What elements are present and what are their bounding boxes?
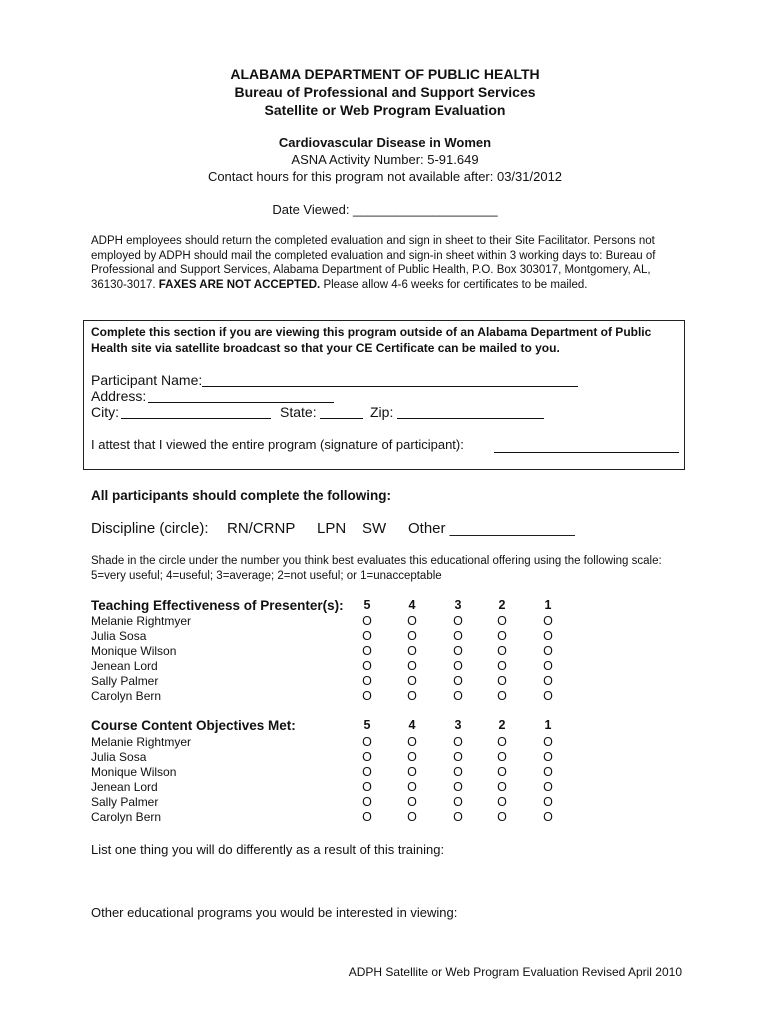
signature-field[interactable] bbox=[494, 438, 679, 453]
rating-circle-5[interactable]: O bbox=[362, 659, 372, 673]
rating-circle-3[interactable]: O bbox=[453, 674, 463, 688]
scale-instructions: Shade in the circle under the number you think best evaluates this educational offering using the following scale: 5=very useful; 4=useful; 3=average; 2=not useful; or 1=unacceptable bbox=[91, 555, 662, 582]
rating-circle-4[interactable]: O bbox=[407, 644, 417, 658]
rating-circle-1[interactable]: O bbox=[543, 795, 553, 809]
rating-header-4: 4 bbox=[408, 718, 416, 732]
rating-circle-5[interactable]: O bbox=[362, 795, 372, 809]
rating-circle-2[interactable]: O bbox=[497, 780, 507, 794]
zip-label: Zip: bbox=[370, 404, 394, 420]
rating-circle-5[interactable]: O bbox=[362, 810, 372, 824]
bureau-title: Bureau of Professional and Support Services bbox=[234, 84, 536, 100]
presenter-name: Sally Palmer bbox=[91, 795, 159, 809]
rating-circle-5[interactable]: O bbox=[362, 735, 372, 749]
state-label: State: bbox=[280, 404, 317, 420]
rating-circle-1[interactable]: O bbox=[543, 644, 553, 658]
rating-header-5: 5 bbox=[363, 718, 371, 732]
rating-circle-2[interactable]: O bbox=[497, 765, 507, 779]
discipline-lpn[interactable]: LPN bbox=[317, 520, 347, 537]
presenter-name: Julia Sosa bbox=[91, 750, 147, 764]
rating-circle-2[interactable]: O bbox=[497, 659, 507, 673]
rating-header-1: 1 bbox=[544, 598, 552, 612]
instructions-faxes-warning: FAXES ARE NOT ACCEPTED. bbox=[158, 278, 321, 291]
rating-circle-1[interactable]: O bbox=[543, 689, 553, 703]
rating-header-4: 4 bbox=[408, 598, 416, 612]
rating-header-2: 2 bbox=[498, 598, 506, 612]
instructions-tail: Please allow 4-6 weeks for certificates to be mailed. bbox=[323, 278, 588, 291]
rating-circle-3[interactable]: O bbox=[453, 629, 463, 643]
rating-circle-4[interactable]: O bbox=[407, 765, 417, 779]
rating-circle-2[interactable]: O bbox=[497, 689, 507, 703]
rating-circle-3[interactable]: O bbox=[453, 735, 463, 749]
presenter-name: Julia Sosa bbox=[91, 629, 147, 643]
rating-circle-1[interactable]: O bbox=[543, 735, 553, 749]
rating-circle-3[interactable]: O bbox=[453, 780, 463, 794]
rating-circle-5[interactable]: O bbox=[362, 750, 372, 764]
rating-circle-4[interactable]: O bbox=[407, 795, 417, 809]
rating-circle-1[interactable]: O bbox=[543, 659, 553, 673]
presenter-name: Monique Wilson bbox=[91, 765, 177, 779]
presenter-name: Melanie Rightmyer bbox=[91, 735, 192, 749]
presenter-name: Jenean Lord bbox=[91, 659, 158, 673]
rating-circle-5[interactable]: O bbox=[362, 765, 372, 779]
rating-circle-3[interactable]: O bbox=[453, 765, 463, 779]
rating-circle-2[interactable]: O bbox=[497, 735, 507, 749]
rating-circle-5[interactable]: O bbox=[362, 780, 372, 794]
instructions bbox=[91, 234, 669, 292]
rating-circle-5[interactable]: O bbox=[362, 689, 372, 703]
dept-title: ALABAMA DEPARTMENT OF PUBLIC HEALTH bbox=[230, 66, 540, 82]
rating-circle-4[interactable]: O bbox=[407, 659, 417, 673]
rating-circle-4[interactable]: O bbox=[407, 629, 417, 643]
teaching-title: Teaching Effectiveness of Presenter(s): bbox=[91, 598, 344, 613]
city-field[interactable] bbox=[121, 404, 271, 419]
rating-circle-2[interactable]: O bbox=[497, 614, 507, 628]
outside-section-heading: Complete this section if you are viewing this program outside of an Alabama Department of Public Health site via satellite broadcast so that your CE Certificate can be mailed to you. bbox=[91, 325, 652, 355]
participant-name-field[interactable] bbox=[202, 372, 578, 387]
discipline-label: Discipline (circle): bbox=[91, 520, 209, 537]
rating-circle-2[interactable]: O bbox=[497, 750, 507, 764]
rating-circle-3[interactable]: O bbox=[453, 689, 463, 703]
date-viewed[interactable]: Date Viewed: ____________________ bbox=[272, 202, 498, 217]
rating-circle-2[interactable]: O bbox=[497, 810, 507, 824]
program-title: Cardiovascular Disease in Women bbox=[278, 135, 492, 150]
attest-label: I attest that I viewed the entire program (signature of participant): bbox=[91, 437, 464, 452]
participant-name-label: Participant Name: bbox=[91, 372, 203, 388]
discipline-rn-crnp[interactable]: RN/CRNP bbox=[227, 520, 296, 537]
rating-circle-2[interactable]: O bbox=[497, 795, 507, 809]
rating-circle-1[interactable]: O bbox=[543, 765, 553, 779]
rating-circle-3[interactable]: O bbox=[453, 659, 463, 673]
rating-circle-3[interactable]: O bbox=[453, 750, 463, 764]
rating-header-1: 1 bbox=[544, 718, 552, 732]
rating-circle-1[interactable]: O bbox=[543, 629, 553, 643]
rating-circle-4[interactable]: O bbox=[407, 810, 417, 824]
footer-revision: ADPH Satellite or Web Program Evaluation Revised April 2010 bbox=[348, 965, 682, 979]
all-participants-heading: All participants should complete the following: bbox=[91, 488, 392, 503]
rating-header-2: 2 bbox=[498, 718, 506, 732]
city-label: City: bbox=[91, 404, 119, 420]
presenter-name: Carolyn Bern bbox=[91, 689, 162, 703]
rating-circle-4[interactable]: O bbox=[407, 735, 417, 749]
state-field[interactable] bbox=[320, 404, 363, 419]
rating-circle-3[interactable]: O bbox=[453, 795, 463, 809]
question-other-programs: Other educational programs you would be interested in viewing: bbox=[91, 905, 458, 920]
rating-circle-3[interactable]: O bbox=[453, 810, 463, 824]
instructions-text: ADPH employees should return the completed evaluation and sign in sheet to their Site Facilitator. Persons not employed by ADPH should mail the completed evaluation and sign-in sheet within 3 working days to: Bureau of Professional and Support Services, Alabama Department of Public Health, P.O. Box 303017, Montgomery, AL, 36130-3017. bbox=[91, 235, 656, 291]
rating-circle-4[interactable]: O bbox=[407, 750, 417, 764]
rating-circle-3[interactable]: O bbox=[453, 614, 463, 628]
rating-circle-4[interactable]: O bbox=[407, 780, 417, 794]
rating-circle-5[interactable]: O bbox=[362, 629, 372, 643]
presenter-name: Carolyn Bern bbox=[91, 810, 162, 824]
rating-circle-1[interactable]: O bbox=[543, 614, 553, 628]
rating-circle-3[interactable]: O bbox=[453, 644, 463, 658]
rating-circle-4[interactable]: O bbox=[407, 674, 417, 688]
rating-header-5: 5 bbox=[363, 598, 371, 612]
rating-circle-5[interactable]: O bbox=[362, 674, 372, 688]
rating-circle-4[interactable]: O bbox=[407, 689, 417, 703]
address-label: Address: bbox=[91, 388, 147, 404]
rating-circle-4[interactable]: O bbox=[407, 614, 417, 628]
presenter-name: Jenean Lord bbox=[91, 780, 158, 794]
rating-circle-5[interactable]: O bbox=[362, 644, 372, 658]
question-differently: List one thing you will do differently as a result of this training: bbox=[91, 842, 445, 857]
rating-circle-1[interactable]: O bbox=[543, 780, 553, 794]
presenter-name: Sally Palmer bbox=[91, 674, 159, 688]
rating-circle-1[interactable]: O bbox=[543, 750, 553, 764]
rating-circle-1[interactable]: O bbox=[543, 810, 553, 824]
contact-hours: Contact hours for this program not available after: 03/31/2012 bbox=[207, 169, 563, 184]
discipline-sw[interactable]: SW bbox=[362, 520, 387, 537]
rating-circle-1[interactable]: O bbox=[543, 674, 553, 688]
rating-header-3: 3 bbox=[454, 598, 462, 612]
activity-number: ASNA Activity Number: 5-91.649 bbox=[291, 152, 479, 167]
presenter-name: Monique Wilson bbox=[91, 644, 177, 658]
content-title: Course Content Objectives Met: bbox=[91, 718, 296, 733]
form-title: Satellite or Web Program Evaluation bbox=[264, 102, 506, 118]
rating-header-3: 3 bbox=[454, 718, 462, 732]
rating-circle-2[interactable]: O bbox=[497, 674, 507, 688]
zip-field[interactable] bbox=[397, 404, 544, 419]
rating-circle-2[interactable]: O bbox=[497, 644, 507, 658]
rating-circle-5[interactable]: O bbox=[362, 614, 372, 628]
address-field[interactable] bbox=[148, 388, 334, 403]
presenter-name: Melanie Rightmyer bbox=[91, 614, 192, 628]
rating-circle-2[interactable]: O bbox=[497, 629, 507, 643]
discipline-other[interactable]: Other _______________ bbox=[408, 520, 575, 537]
